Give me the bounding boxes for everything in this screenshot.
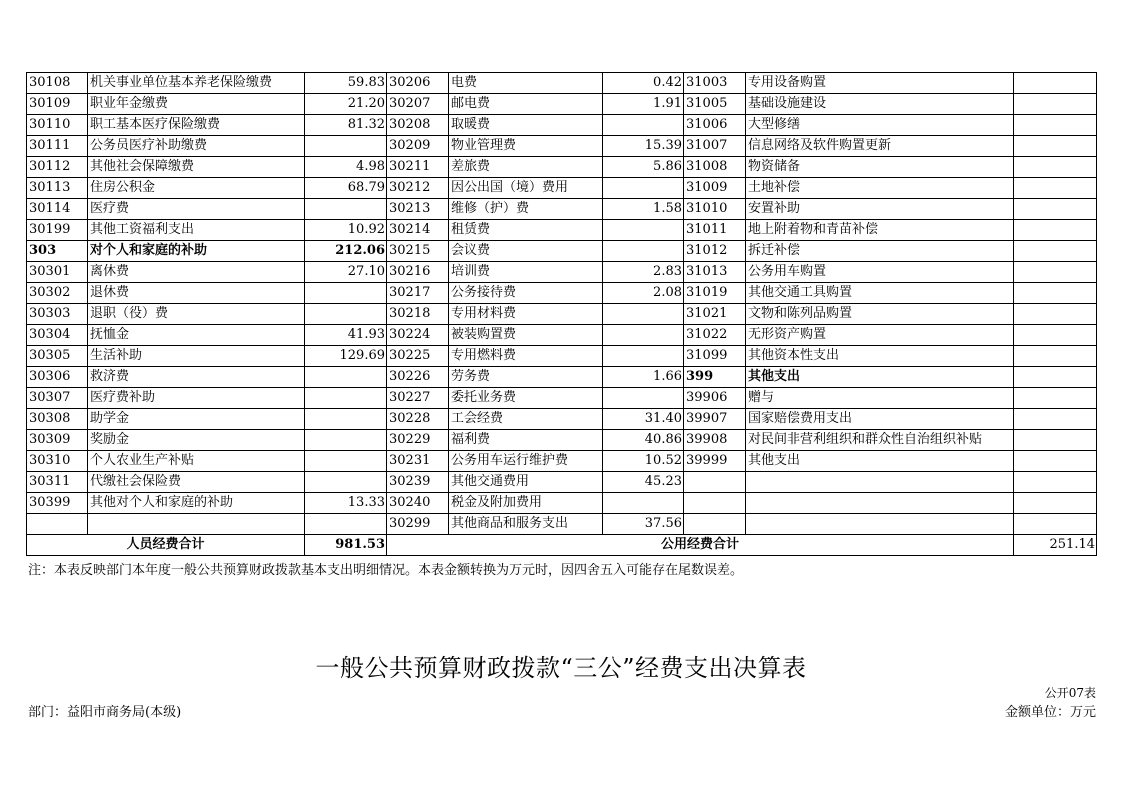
table-row (27, 157, 1097, 178)
name-cell: 代缴社会保险费 (88, 472, 305, 493)
name-cell: 租赁费 (449, 220, 603, 241)
amount-cell (305, 304, 387, 325)
code-cell: 39907 (684, 409, 746, 430)
amount-cell (1014, 157, 1097, 178)
amount-cell (1014, 472, 1097, 493)
code-cell: 31007 (684, 136, 746, 157)
code-cell: 30240 (387, 493, 449, 514)
amount-cell (1014, 73, 1097, 94)
name-cell: 地上附着物和青苗补偿 (746, 220, 1014, 241)
name-cell: 会议费 (449, 241, 603, 262)
department-label: 部门：益阳市商务局(本级) (28, 705, 182, 720)
code-cell: 30109 (27, 94, 88, 115)
name-cell: 医疗费 (88, 199, 305, 220)
amount-cell (305, 283, 387, 304)
name-cell: 助学金 (88, 409, 305, 430)
amount-cell: 21.20 (305, 94, 387, 115)
amount-cell (603, 220, 684, 241)
amount-cell (1014, 367, 1097, 388)
amount-cell: 5.86 (603, 157, 684, 178)
name-cell: 国家赔偿费用支出 (746, 409, 1014, 430)
amount-cell: 1.66 (603, 367, 684, 388)
name-cell: 住房公积金 (88, 178, 305, 199)
amount-cell: 10.92 (305, 220, 387, 241)
code-cell (684, 514, 746, 535)
amount-cell (1014, 241, 1097, 262)
name-cell: 委托业务费 (449, 388, 603, 409)
name-cell: 公务用车购置 (746, 262, 1014, 283)
name-cell: 因公出国（境）费用 (449, 178, 603, 199)
name-cell: 其他交通费用 (449, 472, 603, 493)
name-cell: 生活补助 (88, 346, 305, 367)
code-cell: 31005 (684, 94, 746, 115)
name-cell: 公务员医疗补助缴费 (88, 136, 305, 157)
table-row (27, 199, 1097, 220)
table-row (27, 388, 1097, 409)
code-cell: 30108 (27, 73, 88, 94)
amount-cell (1014, 136, 1097, 157)
name-cell: 退休费 (88, 283, 305, 304)
amount-cell (1014, 220, 1097, 241)
name-cell: 个人农业生产补贴 (88, 451, 305, 472)
name-cell: 医疗费补助 (88, 388, 305, 409)
amount-cell (603, 304, 684, 325)
name-cell: 其他对个人和家庭的补助 (88, 493, 305, 514)
name-cell (88, 514, 305, 535)
code-cell: 31011 (684, 220, 746, 241)
table-row (27, 493, 1097, 514)
code-cell: 30216 (387, 262, 449, 283)
table-row (27, 346, 1097, 367)
name-cell: 机关事业单位基本养老保险缴费 (88, 73, 305, 94)
name-cell: 土地补偿 (746, 178, 1014, 199)
code-cell (684, 493, 746, 514)
name-cell: 差旅费 (449, 157, 603, 178)
name-cell: 公务接待费 (449, 283, 603, 304)
code-cell: 30111 (27, 136, 88, 157)
amount-cell (305, 367, 387, 388)
name-cell: 对个人和家庭的补助 (88, 241, 305, 262)
table-row (27, 304, 1097, 325)
table-row (27, 115, 1097, 136)
name-cell: 专用材料费 (449, 304, 603, 325)
form-number: 公开07表 (1044, 686, 1096, 700)
table-row (27, 178, 1097, 199)
amount-cell (1014, 178, 1097, 199)
code-cell: 39908 (684, 430, 746, 451)
code-cell: 30110 (27, 115, 88, 136)
code-cell: 30229 (387, 430, 449, 451)
code-cell: 30303 (27, 304, 88, 325)
code-cell: 30208 (387, 115, 449, 136)
amount-cell: 81.32 (305, 115, 387, 136)
amount-cell (1014, 514, 1097, 535)
code-cell: 30301 (27, 262, 88, 283)
name-cell: 其他支出 (746, 451, 1014, 472)
code-cell: 30214 (387, 220, 449, 241)
code-cell: 31019 (684, 283, 746, 304)
name-cell: 大型修缮 (746, 115, 1014, 136)
amount-cell: 27.10 (305, 262, 387, 283)
amount-cell (1014, 115, 1097, 136)
amount-unit-label: 金额单位：万元 (1004, 705, 1096, 720)
amount-cell: 13.33 (305, 493, 387, 514)
name-cell: 基础设施建设 (746, 94, 1014, 115)
name-cell: 被装购置费 (449, 325, 603, 346)
code-cell: 30306 (27, 367, 88, 388)
code-cell: 31003 (684, 73, 746, 94)
amount-cell: 1.58 (603, 199, 684, 220)
table-body (27, 73, 1097, 535)
name-cell: 专用燃料费 (449, 346, 603, 367)
name-cell: 培训费 (449, 262, 603, 283)
table-row (27, 472, 1097, 493)
table-row (27, 136, 1097, 157)
totals-row (27, 535, 1097, 556)
name-cell: 劳务费 (449, 367, 603, 388)
amount-cell (1014, 94, 1097, 115)
public-total-value: 251.14 (1014, 535, 1097, 556)
name-cell (746, 472, 1014, 493)
name-cell: 信息网络及软件购置更新 (746, 136, 1014, 157)
amount-cell: 37.56 (603, 514, 684, 535)
name-cell: 福利费 (449, 430, 603, 451)
code-cell: 30308 (27, 409, 88, 430)
code-cell: 31012 (684, 241, 746, 262)
name-cell: 物业管理费 (449, 136, 603, 157)
name-cell: 救济费 (88, 367, 305, 388)
name-cell: 电费 (449, 73, 603, 94)
next-table-title: 一般公共预算财政拨款“三公”经费支出决算表 (315, 654, 807, 682)
code-cell: 31022 (684, 325, 746, 346)
amount-cell (603, 346, 684, 367)
code-cell: 30231 (387, 451, 449, 472)
table-row (27, 409, 1097, 430)
code-cell: 30207 (387, 94, 449, 115)
code-cell: 30199 (27, 220, 88, 241)
public-total-label: 公用经费合计 (387, 535, 1014, 556)
table-row (27, 325, 1097, 346)
table-row (27, 451, 1097, 472)
code-cell: 30302 (27, 283, 88, 304)
amount-cell (603, 325, 684, 346)
code-cell: 31009 (684, 178, 746, 199)
name-cell: 退职（役）费 (88, 304, 305, 325)
amount-cell: 0.42 (603, 73, 684, 94)
name-cell: 抚恤金 (88, 325, 305, 346)
table-row (27, 262, 1097, 283)
code-cell: 30213 (387, 199, 449, 220)
amount-cell: 68.79 (305, 178, 387, 199)
code-cell: 39906 (684, 388, 746, 409)
table-row (27, 367, 1097, 388)
name-cell: 拆迁补偿 (746, 241, 1014, 262)
name-cell: 物资储备 (746, 157, 1014, 178)
code-cell: 30307 (27, 388, 88, 409)
amount-cell (1014, 409, 1097, 430)
code-cell: 30299 (387, 514, 449, 535)
table-row (27, 283, 1097, 304)
code-cell: 30212 (387, 178, 449, 199)
code-cell: 30399 (27, 493, 88, 514)
expenditure-detail-table (26, 72, 1097, 556)
code-cell: 30206 (387, 73, 449, 94)
amount-cell (1014, 430, 1097, 451)
name-cell: 专用设备购置 (746, 73, 1014, 94)
code-cell: 399 (684, 367, 746, 388)
code-cell: 39999 (684, 451, 746, 472)
personnel-total-value: 981.53 (305, 535, 387, 556)
amount-cell (603, 178, 684, 199)
code-cell: 31021 (684, 304, 746, 325)
amount-cell (603, 241, 684, 262)
personnel-total-label: 人员经费合计 (27, 535, 305, 556)
name-cell: 职工基本医疗保险缴费 (88, 115, 305, 136)
amount-cell (305, 136, 387, 157)
amount-cell: 40.86 (603, 430, 684, 451)
code-cell: 30304 (27, 325, 88, 346)
code-cell: 30227 (387, 388, 449, 409)
amount-cell: 15.39 (603, 136, 684, 157)
name-cell: 赠与 (746, 388, 1014, 409)
code-cell: 303 (27, 241, 88, 262)
amount-cell (1014, 199, 1097, 220)
code-cell: 30309 (27, 430, 88, 451)
name-cell: 奖励金 (88, 430, 305, 451)
amount-cell (305, 388, 387, 409)
table-note: 注：本表反映部门本年度一般公共预算财政拨款基本支出明细情况。本表金额转换为万元时，因四舍五入可能存在尾数误差。 (28, 563, 744, 578)
amount-cell (305, 472, 387, 493)
table-row (27, 220, 1097, 241)
amount-cell (1014, 304, 1097, 325)
name-cell: 税金及附加费用 (449, 493, 603, 514)
amount-cell (1014, 493, 1097, 514)
amount-cell (305, 409, 387, 430)
amount-cell (1014, 262, 1097, 283)
code-cell: 30112 (27, 157, 88, 178)
amount-cell: 31.40 (603, 409, 684, 430)
amount-cell (305, 430, 387, 451)
name-cell: 邮电费 (449, 94, 603, 115)
name-cell: 安置补助 (746, 199, 1014, 220)
name-cell: 对民间非营利组织和群众性自治组织补贴 (746, 430, 1014, 451)
name-cell: 工会经费 (449, 409, 603, 430)
table-row (27, 94, 1097, 115)
name-cell: 职业年金缴费 (88, 94, 305, 115)
amount-cell (305, 199, 387, 220)
name-cell: 其他交通工具购置 (746, 283, 1014, 304)
code-cell: 31006 (684, 115, 746, 136)
name-cell: 无形资产购置 (746, 325, 1014, 346)
amount-cell: 41.93 (305, 325, 387, 346)
code-cell: 30209 (387, 136, 449, 157)
amount-cell (603, 493, 684, 514)
code-cell: 30239 (387, 472, 449, 493)
name-cell: 公务用车运行维护费 (449, 451, 603, 472)
name-cell (746, 493, 1014, 514)
table-row (27, 73, 1097, 94)
name-cell: 其他支出 (746, 367, 1014, 388)
amount-cell: 212.06 (305, 241, 387, 262)
amount-cell (305, 451, 387, 472)
code-cell: 30217 (387, 283, 449, 304)
table-row (27, 514, 1097, 535)
code-cell (684, 472, 746, 493)
amount-cell (603, 388, 684, 409)
code-cell: 30225 (387, 346, 449, 367)
code-cell: 30305 (27, 346, 88, 367)
amount-cell (1014, 388, 1097, 409)
name-cell: 其他工资福利支出 (88, 220, 305, 241)
amount-cell (603, 115, 684, 136)
amount-cell (1014, 325, 1097, 346)
amount-cell (1014, 346, 1097, 367)
amount-cell: 4.98 (305, 157, 387, 178)
code-cell: 30113 (27, 178, 88, 199)
amount-cell: 2.83 (603, 262, 684, 283)
name-cell: 离休费 (88, 262, 305, 283)
code-cell: 30226 (387, 367, 449, 388)
amount-cell: 1.91 (603, 94, 684, 115)
code-cell: 31099 (684, 346, 746, 367)
name-cell: 其他社会保障缴费 (88, 157, 305, 178)
name-cell: 取暖费 (449, 115, 603, 136)
code-cell: 31010 (684, 199, 746, 220)
name-cell: 维修（护）费 (449, 199, 603, 220)
amount-cell: 45.23 (603, 472, 684, 493)
name-cell: 其他资本性支出 (746, 346, 1014, 367)
name-cell: 其他商品和服务支出 (449, 514, 603, 535)
code-cell: 31013 (684, 262, 746, 283)
name-cell: 文物和陈列品购置 (746, 304, 1014, 325)
code-cell: 30114 (27, 199, 88, 220)
code-cell: 31008 (684, 157, 746, 178)
amount-cell: 129.69 (305, 346, 387, 367)
code-cell: 30218 (387, 304, 449, 325)
code-cell: 30228 (387, 409, 449, 430)
code-cell: 30211 (387, 157, 449, 178)
code-cell: 30215 (387, 241, 449, 262)
amount-cell (1014, 451, 1097, 472)
amount-cell: 10.52 (603, 451, 684, 472)
amount-cell (305, 514, 387, 535)
code-cell (27, 514, 88, 535)
name-cell (746, 514, 1014, 535)
code-cell: 30310 (27, 451, 88, 472)
table-row (27, 241, 1097, 262)
amount-cell: 2.08 (603, 283, 684, 304)
code-cell: 30224 (387, 325, 449, 346)
code-cell: 30311 (27, 472, 88, 493)
amount-cell: 59.83 (305, 73, 387, 94)
table-row (27, 430, 1097, 451)
amount-cell (1014, 283, 1097, 304)
